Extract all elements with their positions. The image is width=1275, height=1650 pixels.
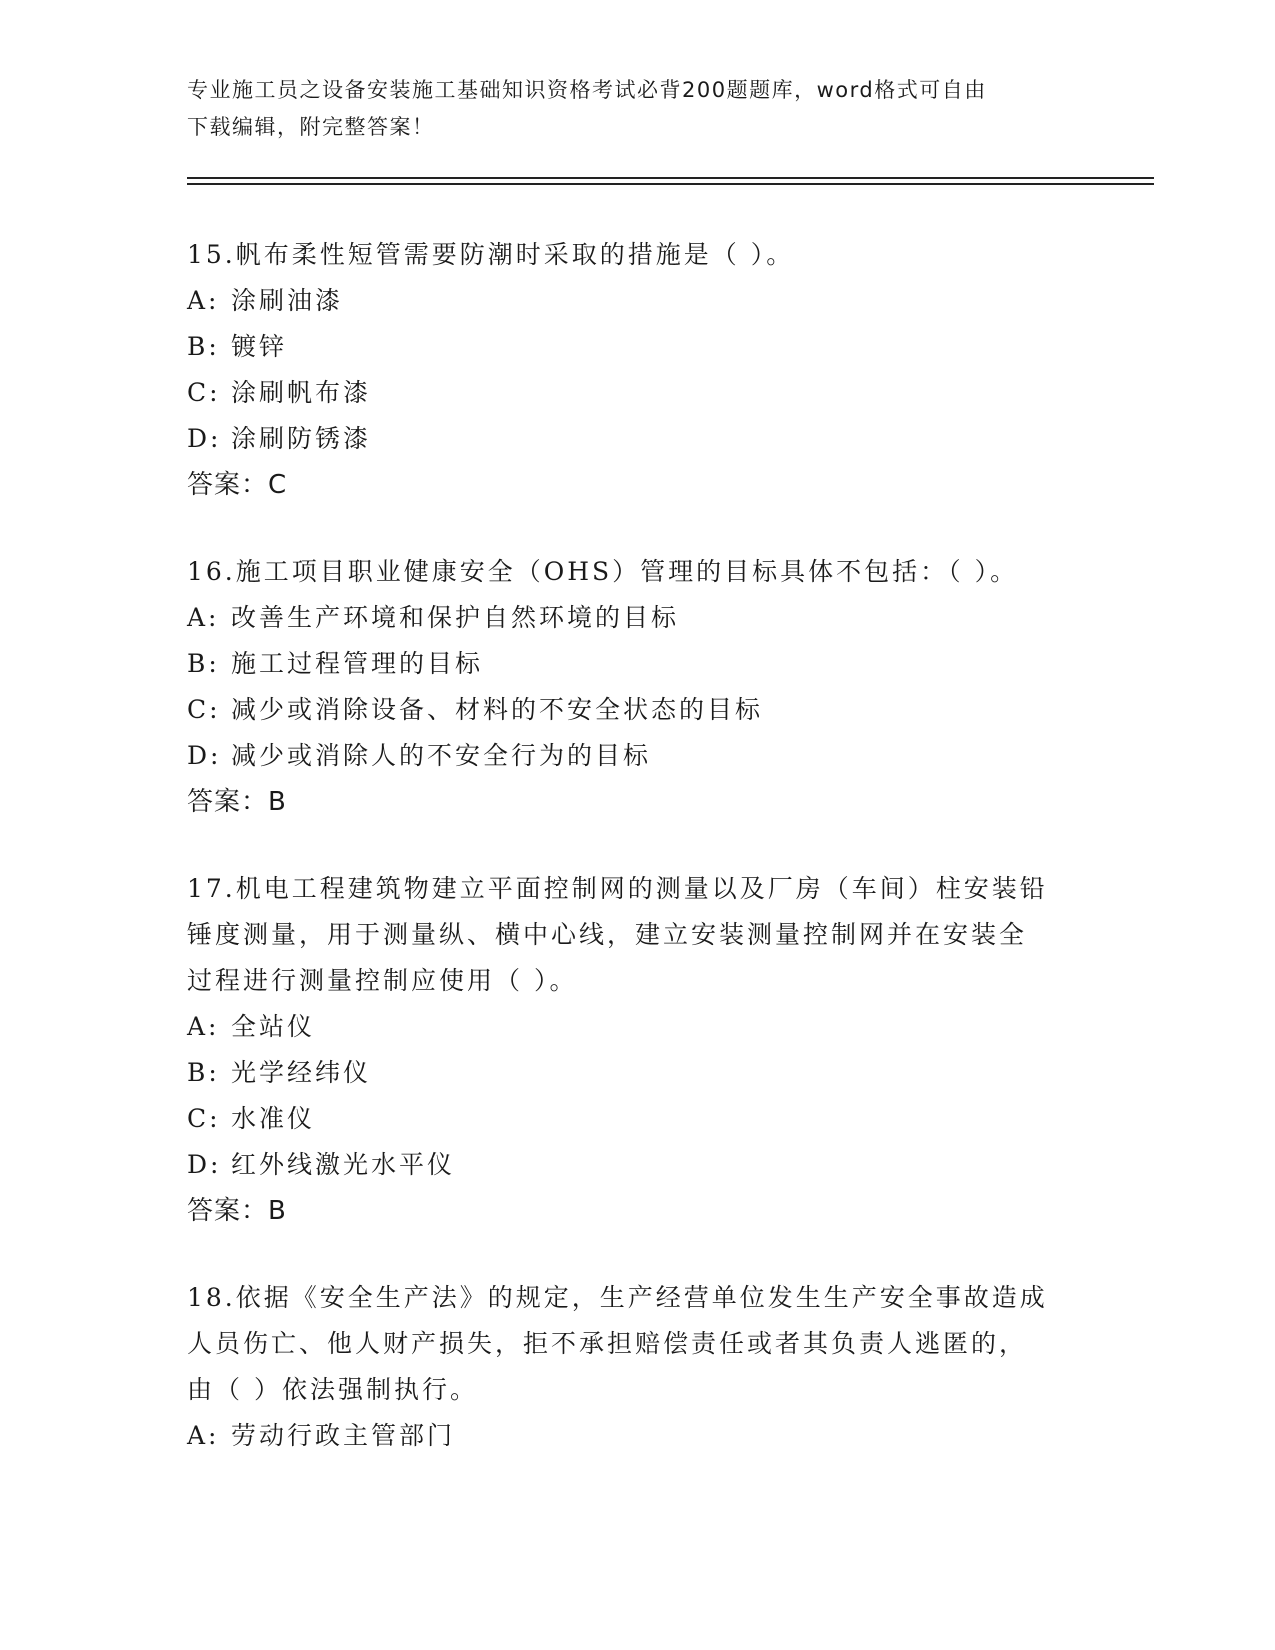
question-item xyxy=(187,866,1087,1234)
option-text: 减少或消除人的不安全行为的目标 xyxy=(231,741,652,770)
option-letter: B: xyxy=(187,649,220,678)
question-item xyxy=(187,1275,1087,1459)
answer-option xyxy=(187,687,1087,733)
answer-option xyxy=(187,324,1087,370)
answer-option xyxy=(187,595,1087,641)
question-stem-line: 18.依据《安全生产法》的规定，生产经营单位发生生产安全事故造成 xyxy=(187,1283,1048,1312)
option-letter: D: xyxy=(187,1150,222,1179)
answer-option xyxy=(187,370,1087,416)
answer-option xyxy=(187,278,1087,324)
option-text: 光学经纬仪 xyxy=(231,1058,372,1087)
option-text: 镀锌 xyxy=(231,332,288,361)
question-stem xyxy=(187,1275,1087,1413)
answer-option xyxy=(187,1413,1087,1459)
header-line: 下载编辑，附完整答案！ xyxy=(187,115,435,139)
question-item xyxy=(187,232,1087,508)
question-stem xyxy=(187,232,1087,278)
option-text: 涂刷油漆 xyxy=(231,286,344,315)
option-letter: C: xyxy=(187,378,221,407)
question-stem xyxy=(187,866,1087,1004)
option-text: 涂刷防锈漆 xyxy=(231,424,372,453)
option-letter: A: xyxy=(187,286,220,315)
option-letter: B: xyxy=(187,1058,220,1087)
question-list xyxy=(187,232,1087,1500)
answer-option xyxy=(187,1004,1087,1050)
question-stem-line: 由（ ）依法强制执行。 xyxy=(187,1375,478,1404)
question-stem-line: 16.施工项目职业健康安全（OHS）管理的目标具体不包括：（ ）。 xyxy=(187,557,1019,586)
header-line: 专业施工员之设备安装施工基础知识资格考试必背200题题库，word格式可自由 xyxy=(187,78,987,102)
question-stem-line: 17.机电工程建筑物建立平面控制网的测量以及厂房（车间）柱安装铅 xyxy=(187,874,1048,903)
document-header xyxy=(187,72,1087,146)
question-stem-line: 锤度测量，用于测量纵、横中心线，建立安装测量控制网并在安装全 xyxy=(187,920,1028,949)
question-stem-line: 过程进行测量控制应使用（ ）。 xyxy=(187,966,578,995)
option-letter: C: xyxy=(187,695,221,724)
option-letter: A: xyxy=(187,1012,220,1041)
header-divider xyxy=(187,183,1154,185)
option-text: 全站仪 xyxy=(231,1012,316,1041)
option-letter: A: xyxy=(187,1421,220,1450)
answer-option xyxy=(187,416,1087,462)
question-stem-line: 人员伤亡、他人财产损失，拒不承担赔偿责任或者其负责人逃匿的， xyxy=(187,1329,1028,1358)
option-letter: D: xyxy=(187,741,222,770)
answer-option xyxy=(187,1096,1087,1142)
answer-option xyxy=(187,733,1087,779)
question-stem-line: 15.帆布柔性短管需要防潮时采取的措施是（ ）。 xyxy=(187,240,795,269)
answer-key: 答案：C xyxy=(187,470,288,500)
answer-option xyxy=(187,641,1087,687)
option-text: 劳动行政主管部门 xyxy=(231,1421,456,1450)
option-letter: B: xyxy=(187,332,220,361)
answer-key: 答案：B xyxy=(187,787,287,817)
option-text: 施工过程管理的目标 xyxy=(231,649,484,678)
question-item xyxy=(187,549,1087,825)
answer-option xyxy=(187,1050,1087,1096)
answer-option xyxy=(187,1142,1087,1188)
option-text: 红外线激光水平仪 xyxy=(231,1150,456,1179)
option-letter: A: xyxy=(187,603,220,632)
answer-key: 答案：B xyxy=(187,1196,287,1226)
option-text: 涂刷帆布漆 xyxy=(231,378,372,407)
header-divider xyxy=(187,177,1154,179)
option-text: 水准仪 xyxy=(231,1104,316,1133)
question-stem xyxy=(187,549,1087,595)
option-text: 改善生产环境和保护自然环境的目标 xyxy=(231,603,680,632)
option-letter: D: xyxy=(187,424,222,453)
option-text: 减少或消除设备、材料的不安全状态的目标 xyxy=(231,695,764,724)
option-letter: C: xyxy=(187,1104,221,1133)
